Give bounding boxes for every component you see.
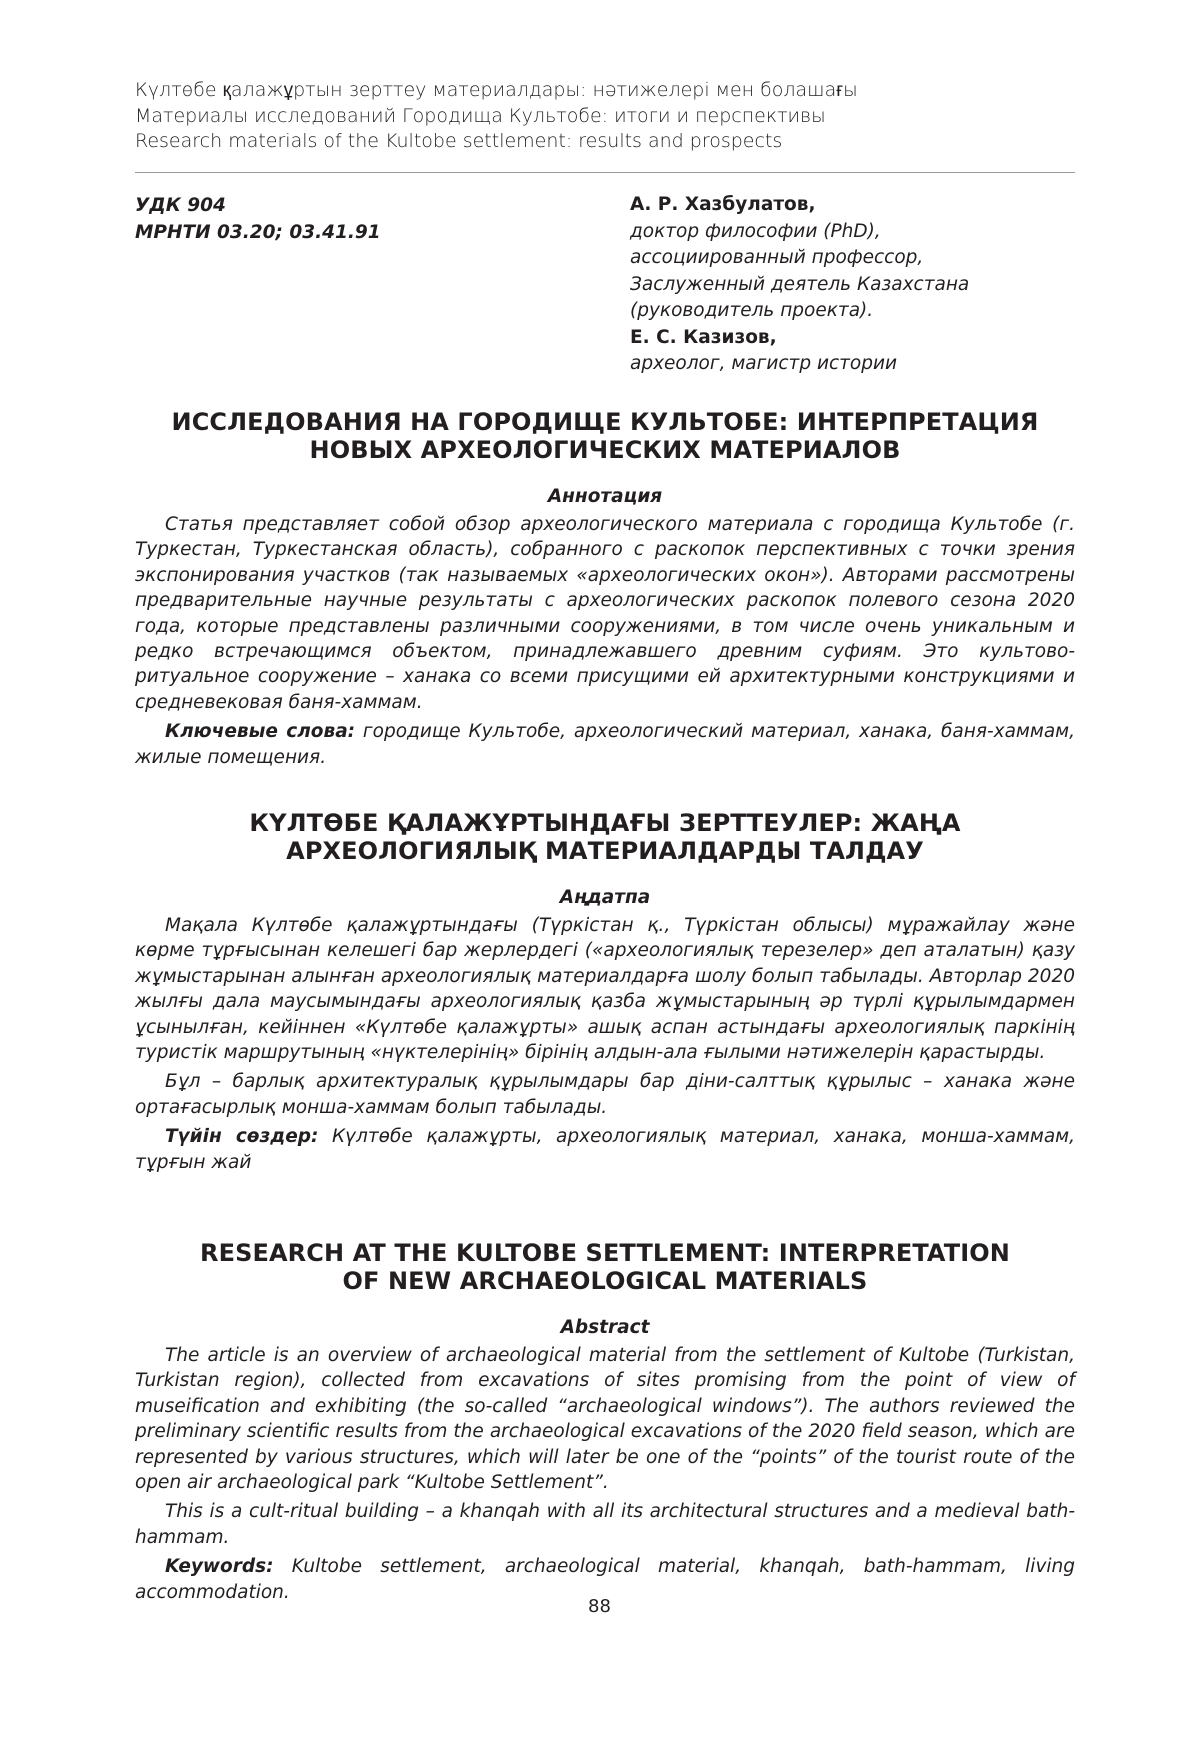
section-kazakh [135,809,1075,1175]
udk-code: УДК 904 [135,195,226,216]
running-head-english: Research materials of the Kultobe settlement: results and prospects [135,130,783,152]
author-credential: ассоциированный профессор, [630,247,924,268]
page-number: 88 [588,1596,611,1617]
author-block [630,192,969,378]
author-name: А. Р. Хазбулатов, [630,194,816,215]
author-name: Е. С. Казизов, [630,326,777,348]
title-line: АРХЕОЛОГИЯЛЫҚ МАТЕРИАЛДАРДЫ ТАЛДАУ [286,837,924,865]
article-title-english [135,1239,1075,1295]
abstract-heading-kazakh: Аңдатпа [559,887,651,908]
keywords-kazakh [135,1124,1075,1175]
header-divider [135,172,1075,173]
title-line: OF NEW ARCHAEOLOGICAL MATERIALS [342,1267,868,1295]
abstract-heading-english: Abstract [560,1317,650,1338]
mrnti-code: МРНТИ 03.20; 03.41.91 [135,222,381,243]
keywords-russian [135,719,1075,770]
abstract-text-russian: Статья представляет собой обзор археологического материала с городища Культобе (г. Туркестан, Туркестанская область), собранного с раскопок перспективных с точки зрения экспонирования участков (так называемых «археологических окон»). Авторами рассмотрены предварительные научные результаты с археологических раскопок полевого сезона 2020 года, которые представлены различными сооружениями, в том числе очень уникальным и редко встречающимся объектом, принадлежавшего древним суфиям. Это культово-ритуальное сооружение – ханака со всеми присущими ей архитектурными конструкциями и средневековая баня-хаммам. [135,514,1075,713]
keywords-label: Keywords: [165,1556,274,1578]
article-title-russian [135,408,1075,464]
abstract-text-english: The article is an overview of archaeological material from the settlement of Kultobe (Turkistan, Turkistan region), collected from excavations of sites promising from the point of view of museification and exhibiting (the so-called “archaeological windows”). The authors reviewed the preliminary scientific results from the archaeological excavations of the 2020 field season, which are represented by various structures, which will later be one of the “points” of the tourist route of the open air archaeological park “Kultobe Settlement”. [135,1345,1075,1494]
title-line: НОВЫХ АРХЕОЛОГИЧЕСКИХ МАТЕРИАЛОВ [309,436,901,464]
author-credential: (руководитель проекта). [630,300,874,321]
title-line: RESEARCH AT THE KULTOBE SETTLEMENT: INTERPRETATION [200,1239,1010,1267]
article-title-kazakh [135,809,1075,865]
title-line: ИССЛЕДОВАНИЯ НА ГОРОДИЩЕ КУЛЬТОБЕ: ИНТЕРПРЕТАЦИЯ [171,408,1039,436]
keywords-text: городище Культобе, археологический материал, ханака, баня-хаммам, жилые помещения. [135,721,1076,768]
keywords-text: Күлтөбе қалажұрты, археологиялық материал, ханака, монша-хаммам, тұрғын жай [135,1126,1076,1173]
classification-codes [135,192,381,246]
author-credential: доктор философии (PhD), [630,220,881,242]
abstract-text-english-2: This is a cult-ritual building – a khanqah with all its architectural structures and a medieval bath-hammam. [135,1501,1075,1548]
running-head [135,78,1075,155]
section-russian [135,408,1075,770]
keywords-text: Kultobe settlement, archaeological material, khanqah, bath-hammam, living accommodation. [135,1556,1075,1603]
author-credential: Заслуженный деятель Казахстана [630,273,970,295]
running-head-kazakh: Күлтөбе қалажұртын зерттеу материалдары: нәтижелері мен болашағы [135,79,858,101]
abstract-text-kazakh-2: Бұл – барлық архитектуралық құрылымдары бар діни-салттық құрылыс – ханака және ортағасырлық монша-хаммам болып табылады. [135,1071,1075,1118]
section-english [135,1239,1075,1605]
keywords-label: Ключевые слова: [165,721,356,743]
abstract-text-kazakh: Мақала Күлтөбе қалажұртындағы (Түркістан қ., Түркістан облысы) мұражайлау және көрме тұрғысынан келешегі бар жерлердегі («археологиялық терезелер» деп аталатын) қазу жұмыстарынан алынған археологиялық материалдарға шолу болып табылады. Авторлар 2020 жылғы дала маусымындағы археологиялық қазба жұмыстарының әр түрлі құрылымдармен ұсынылған, кейіннен «Күлтөбе қалажұрты» ашық аспан астындағы археологиялық паркінің туристік маршрутының «нүктелерінің» бірінің алдын-ала ғылыми нәтижелерін қарастырды. [135,915,1075,1064]
running-head-russian: Материалы исследований Городища Культобе: итоги и перспективы [135,104,826,127]
title-line: КҮЛТӨБЕ ҚАЛАЖҰРТЫНДАҒЫ ЗЕРТТЕУЛЕР: ЖАҢА [249,809,961,837]
keywords-label: Түйін сөздер: [165,1126,319,1148]
abstract-heading-russian: Аннотация [547,486,663,507]
author-credential: археолог, магистр истории [630,353,898,374]
